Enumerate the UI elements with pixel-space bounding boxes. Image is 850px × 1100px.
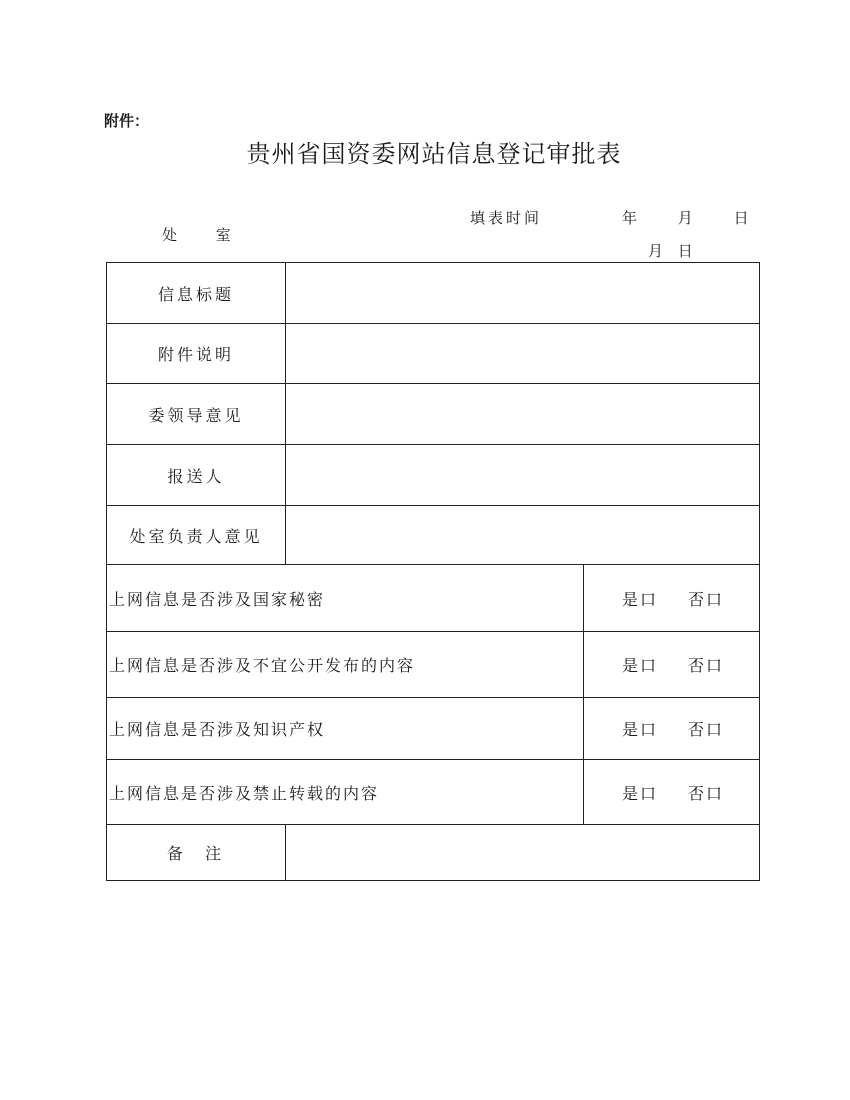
row-question-state-secret [107, 565, 759, 632]
info-title-field[interactable] [286, 263, 759, 323]
month-label: 月 [677, 209, 695, 227]
form-title: 贵州省国资委网站信息登记审批表 [246, 140, 622, 168]
yes-checkbox[interactable]: 是口 [622, 783, 659, 803]
fill-date [622, 207, 751, 228]
remarks-field[interactable] [286, 825, 759, 880]
question-no-repost: 上网信息是否涉及禁止转载的内容 [107, 760, 584, 824]
fill-date-line-2 [648, 240, 695, 261]
question-non-public: 上网信息是否涉及不宜公开发布的内容 [107, 632, 584, 697]
row-dept-head-opinion [107, 506, 759, 565]
question-options [582, 760, 759, 824]
no-checkbox[interactable]: 否口 [688, 589, 725, 609]
no-checkbox[interactable]: 否口 [688, 783, 725, 803]
row-question-non-public [107, 632, 759, 698]
info-title-label: 信息标题 [107, 263, 286, 323]
submitter-label: 报送人 [107, 445, 286, 505]
approval-form-table [106, 262, 760, 881]
row-question-no-repost [107, 760, 759, 825]
yes-checkbox[interactable]: 是口 [622, 589, 659, 609]
office-char-1: 处 [162, 226, 178, 244]
question-state-secret: 上网信息是否涉及国家秘密 [107, 565, 584, 631]
attachment-desc-label: 附件说明 [107, 324, 286, 383]
year-label: 年 [622, 209, 640, 227]
question-options [582, 698, 759, 759]
yes-checkbox[interactable]: 是口 [622, 720, 659, 739]
attachment-label: 附件： [104, 112, 150, 130]
leader-opinion-field[interactable] [286, 384, 759, 444]
office-label [162, 224, 231, 245]
row-remarks [107, 825, 759, 880]
row-leader-opinion [107, 384, 759, 445]
question-intellectual-property: 上网信息是否涉及知识产权 [107, 698, 584, 759]
dept-head-opinion-label: 处室负责人意见 [107, 506, 286, 564]
question-options [582, 565, 759, 631]
office-char-2: 室 [215, 226, 231, 244]
fill-time-label: 填表时间 [470, 209, 543, 227]
question-options [582, 632, 759, 697]
month-label-2: 月 [648, 242, 666, 260]
no-checkbox[interactable]: 否口 [688, 720, 725, 739]
leader-opinion-label: 委领导意见 [107, 384, 286, 444]
submitter-field[interactable] [286, 445, 759, 505]
attachment-desc-field[interactable] [286, 324, 759, 383]
dept-head-opinion-field[interactable] [286, 506, 759, 564]
yes-checkbox[interactable]: 是口 [622, 656, 659, 675]
no-checkbox[interactable]: 否口 [688, 656, 725, 675]
day-label: 日 [733, 209, 751, 227]
row-attachment-desc [107, 324, 759, 384]
day-label-2: 日 [677, 242, 695, 260]
row-submitter [107, 445, 759, 506]
remarks-label: 备 注 [107, 825, 286, 880]
row-info-title [107, 263, 759, 324]
row-question-ip [107, 698, 759, 760]
